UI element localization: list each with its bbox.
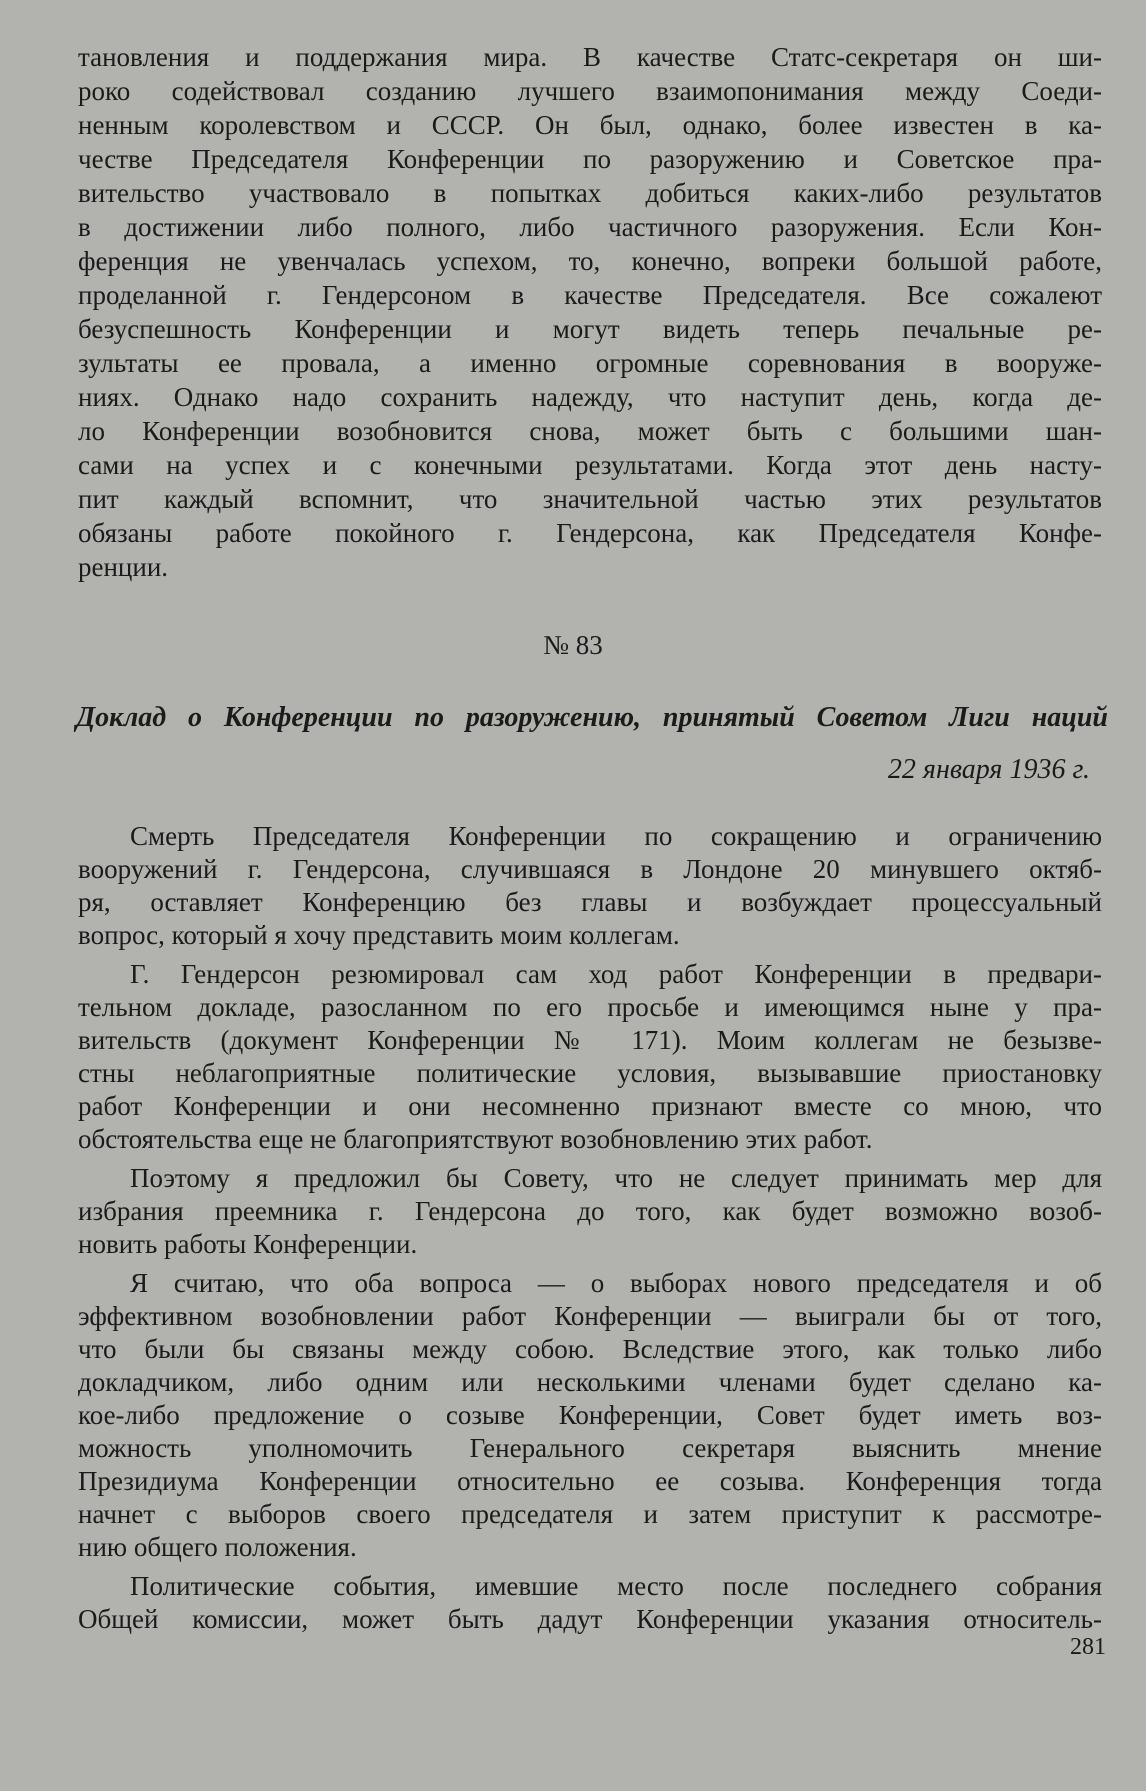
text-line: стны неблагоприятные политические условия, вызывавшие приостановку	[78, 1058, 1102, 1088]
text-line: зультаты ее провала, а именно огромные соревнования в вооруже-	[78, 348, 1102, 378]
text-line: обязаны работе покойного г. Гендерсона, как Председателя Конфе-	[78, 518, 1102, 548]
text-line: вооружений г. Гендерсона, случившаяся в Лондоне 20 минувшего октяб-	[78, 854, 1102, 884]
text-line: обстоятельства еще не благоприятствуют возобновлению этих работ.	[78, 1124, 873, 1154]
text-line: ниях. Однако надо сохранить надежду, что наступит день, когда де-	[78, 382, 1102, 412]
text-line: тановления и поддержания мира. В качестве Статс-секретаря он ши-	[78, 42, 1102, 72]
text-line: ненным королевством и СССР. Он был, однако, более известен в ка-	[78, 110, 1102, 140]
text-line: вопрос, который я хочу представить моим коллегам.	[78, 920, 680, 950]
text-line: начнет с выборов своего председателя и затем приступит к рассмотре-	[78, 1499, 1102, 1529]
text-line: ференция не увенчалась успехом, то, конечно, вопреки большой работе,	[78, 246, 1102, 276]
text-line: вительств (документ Конференции № 171). Моим коллегам не безызве-	[78, 1025, 1102, 1055]
text-line: ренции.	[78, 552, 169, 582]
text-line: в достижении либо полного, либо частичного разоружения. Если Кон-	[78, 212, 1102, 242]
text-line: ло Конференции возобновится снова, может быть с большими шан-	[78, 416, 1102, 446]
text-line: честве Председателя Конференции по разоружению и Советское пра-	[78, 144, 1102, 174]
text-line: работ Конференции и они несомненно признают вместе со мною, что	[78, 1091, 1102, 1121]
text-line: кое-либо предложение о созыве Конференции, Совет будет иметь воз-	[78, 1400, 1102, 1430]
text-line: можность уполномочить Генерального секретаря выяснить мнение	[78, 1433, 1102, 1463]
text-line: Я считаю, что оба вопроса — о выборах нового председателя и об	[130, 1268, 1102, 1298]
text-line: ря, оставляет Конференцию без главы и возбуждает процессуальный	[78, 887, 1102, 917]
text-line: Смерть Председателя Конференции по сокращению и ограничению	[130, 821, 1102, 851]
text-line: что были бы связаны между собою. Вследствие этого, как только либо	[78, 1334, 1102, 1364]
text-line: пит каждый вспомнит, что значительной частью этих результатов	[78, 484, 1102, 514]
text-line: вительство участвовало в попытках добиться каких-либо результатов	[78, 178, 1102, 208]
document-title: Доклад о Конференции по разоружению, принятый Советом Лиги наций	[76, 702, 1108, 733]
text-line: докладчиком, либо одним или несколькими членами будет сделано ка-	[78, 1367, 1102, 1397]
document-number: № 83	[543, 630, 603, 660]
text-line: сами на успех и с конечными результатами. Когда этот день насту-	[78, 450, 1102, 480]
text-line: Общей комиссии, может быть дадут Конференции указания относитель-	[78, 1604, 1102, 1634]
text-line: Президиума Конференции относительно ее созыва. Конференция тогда	[78, 1466, 1102, 1496]
text-line: Политические события, имевшие место после последнего собрания	[130, 1571, 1102, 1601]
page-number: 281	[1070, 1634, 1106, 1660]
text-line: новить работы Конференции.	[78, 1229, 418, 1259]
text-line: избрания преемника г. Гендерсона до того, как будет возможно возоб-	[78, 1196, 1102, 1226]
text-line: роко содействовал созданию лучшего взаимопонимания между Соеди-	[78, 76, 1102, 106]
text-line: безуспешность Конференции и могут видеть теперь печальные ре-	[78, 314, 1102, 344]
text-line: нию общего положения.	[78, 1532, 357, 1562]
text-line: проделанной г. Гендерсоном в качестве Председателя. Все сожалеют	[78, 280, 1102, 310]
text-line: Г. Гендерсон резюмировал сам ход работ Конференции в предвари-	[130, 959, 1102, 989]
document-date: 22 января 1936 г.	[887, 754, 1090, 785]
text-line: Поэтому я предложил бы Совету, что не следует принимать мер для	[130, 1163, 1102, 1193]
text-line: эффективном возобновлении работ Конференции — выиграли бы от того,	[78, 1301, 1102, 1331]
text-line: тельном докладе, разосланном по его просьбе и имеющимся ныне у пра-	[78, 992, 1102, 1022]
